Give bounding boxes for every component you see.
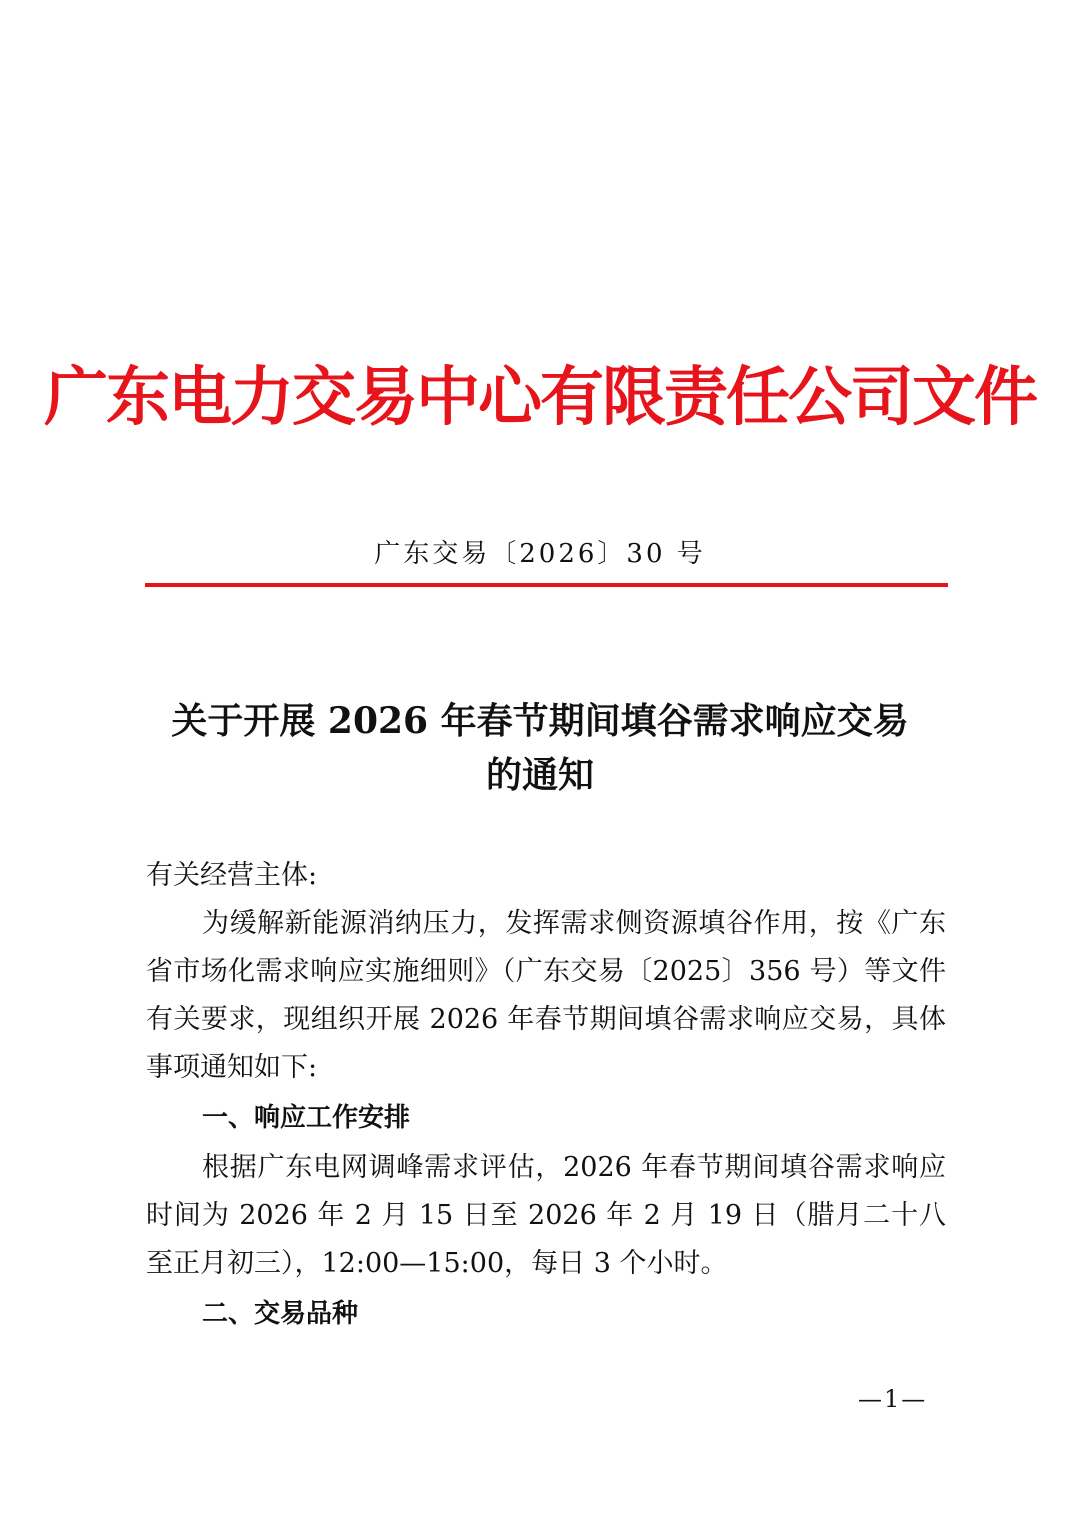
section-heading-1: 一、响应工作安排 — [202, 1103, 411, 1133]
document-masthead: 广东电力交易中心有限责任公司文件 — [44, 361, 1036, 435]
document-body — [146, 852, 946, 1340]
document-number: 广东交易〔2026〕30 号 — [374, 539, 706, 569]
salutation: 有关经营主体: — [146, 860, 318, 891]
section-1-paragraph: 根据广东电网调峰需求评估，2026 年春节期间填谷需求响应时间为 2026 年 2 月 15 日至 2026 年 2 月 19 日（腊月二十八至正月初三），12:00—15:00，每日 3 个小时。 — [146, 1152, 946, 1279]
red-divider-line — [145, 583, 948, 587]
title-line-1: 关于开展 2026 年春节期间填谷需求响应交易 — [171, 700, 909, 742]
intro-paragraph: 为缓解新能源消纳压力，发挥需求侧资源填谷作用，按《广东省市场化需求响应实施细则》（广东交易〔2025〕356 号）等文件有关要求，现组织开展 2026 年春节期间填谷需求响应交易，具体事项通知如下: — [146, 908, 946, 1083]
document-title — [0, 694, 1080, 802]
title-line-2: 的通知 — [485, 754, 594, 796]
section-heading-2: 二、交易品种 — [202, 1299, 359, 1329]
page-number: —1— — [858, 1385, 928, 1413]
